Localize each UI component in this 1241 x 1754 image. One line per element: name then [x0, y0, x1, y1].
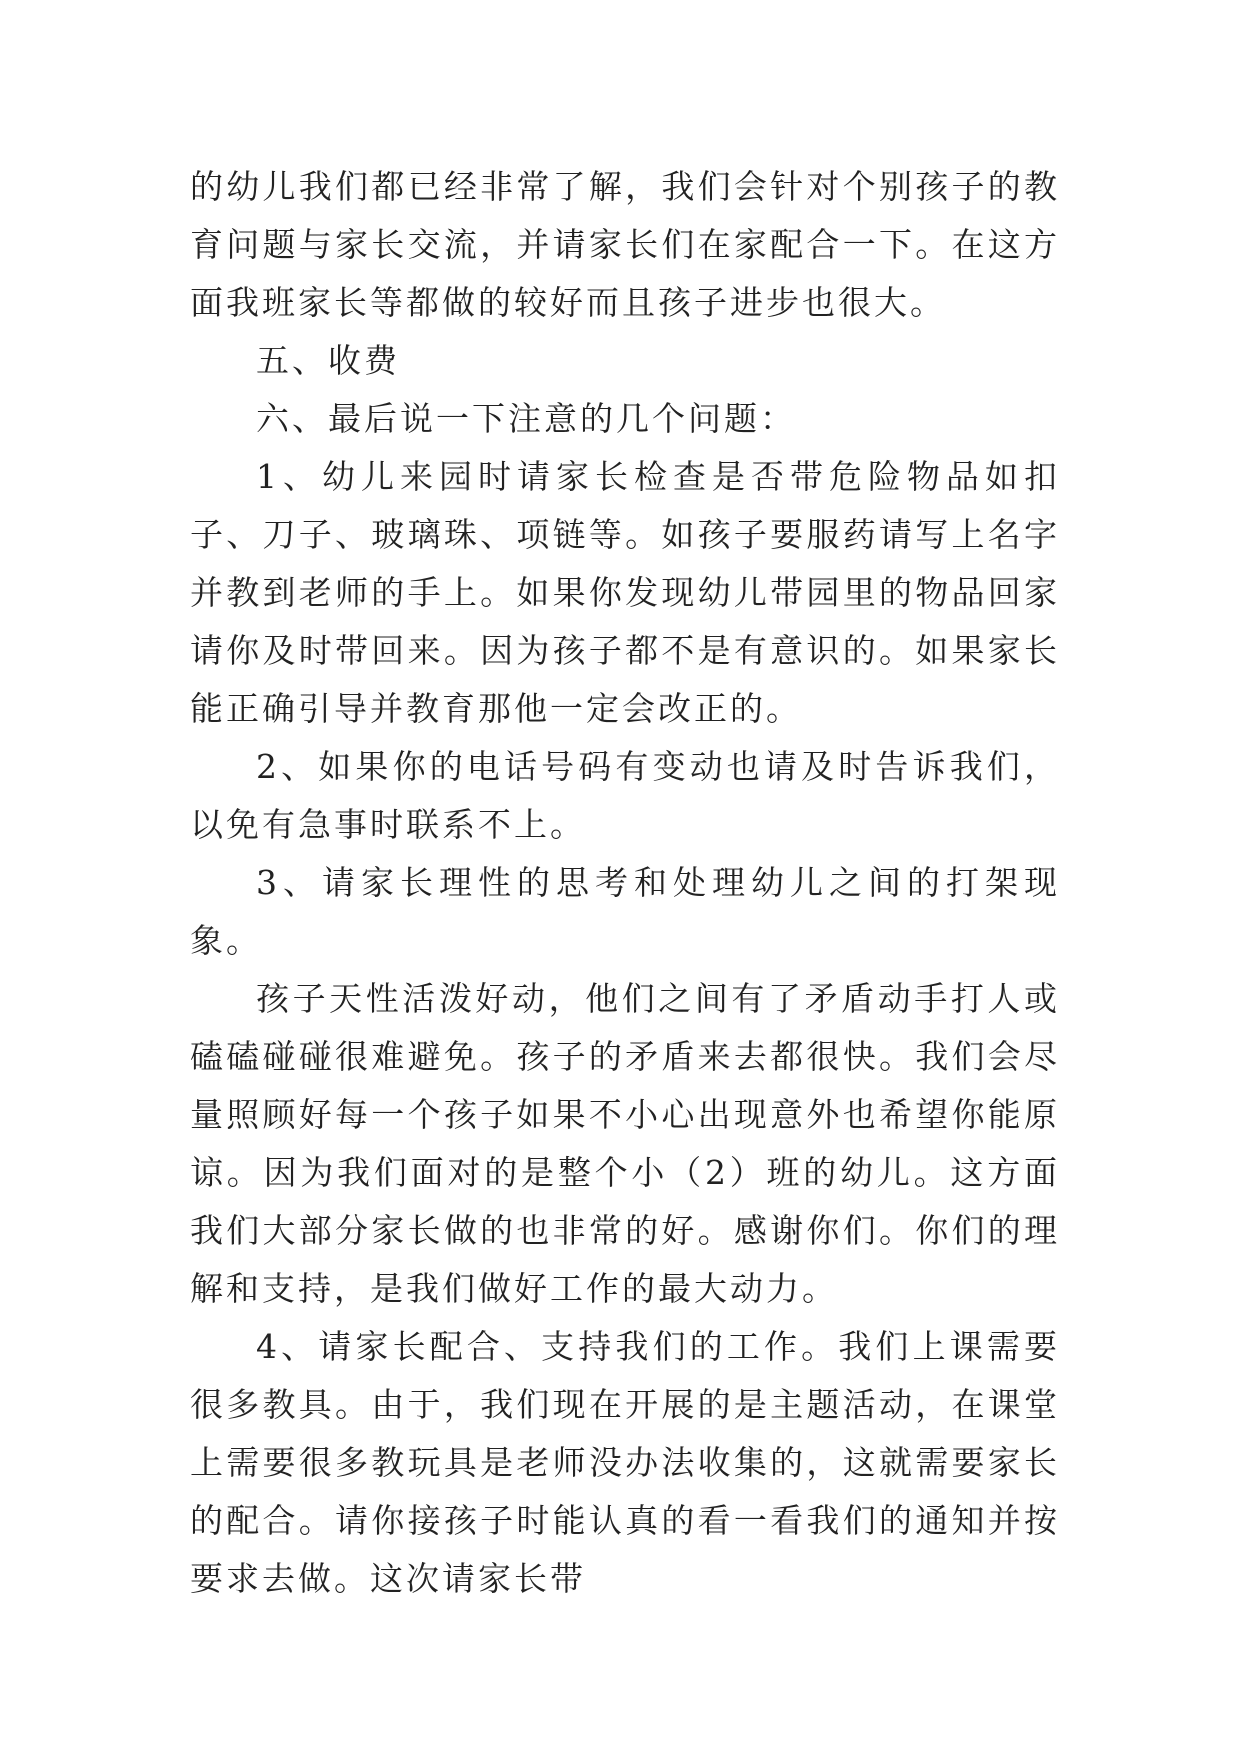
paragraph-note-3: 3、请家长理性的思考和处理幼儿之间的打架现象。 — [190, 863, 1060, 960]
paragraph-note-4: 4、请家长配合、支持我们的工作。我们上课需要很多教具。由于，我们现在开展的是主题活动，在课堂上需要很多教玩具是老师没办法收集的，这就需要家长的配合。请你接孩子时能认真的看一看我们的通知并按要求去做。这次请家长带 — [190, 1327, 1060, 1598]
paragraph-note-3-detail: 孩子天性活泼好动，他们之间有了矛盾动手打人或磕磕碰碰很难避免。孩子的矛盾来去都很快。我们会尽量照顾好每一个孩子如果不小心出现意外也希望你能原谅。因为我们面对的是整个小（2）班的幼儿。这方面我们大部分家长做的也非常的好。感谢你们。你们的理解和支持，是我们做好工作的最大动力。 — [190, 979, 1060, 1308]
paragraph-notes-heading: 六、最后说一下注意的几个问题： — [256, 399, 796, 438]
paragraph-continuation: 的幼儿我们都已经非常了解，我们会针对个别孩子的教育问题与家长交流，并请家长们在家配合一下。在这方面我班家长等都做的较好而且孩子进步也很大。 — [190, 167, 1060, 322]
paragraph-note-1: 1、幼儿来园时请家长检查是否带危险物品如扣子、刀子、玻璃珠、项链等。如孩子要服药请写上名字并教到老师的手上。如果你发现幼儿带园里的物品回家请你及时带回来。因为孩子都不是有意识的。如果家长能正确引导并教育那他一定会改正的。 — [190, 457, 1060, 728]
paragraph-fees-heading: 五、收费 — [256, 341, 400, 380]
paragraph-note-2: 2、如果你的电话号码有变动也请及时告诉我们，以免有急事时联系不上。 — [190, 747, 1060, 844]
document-body — [190, 158, 1060, 1608]
